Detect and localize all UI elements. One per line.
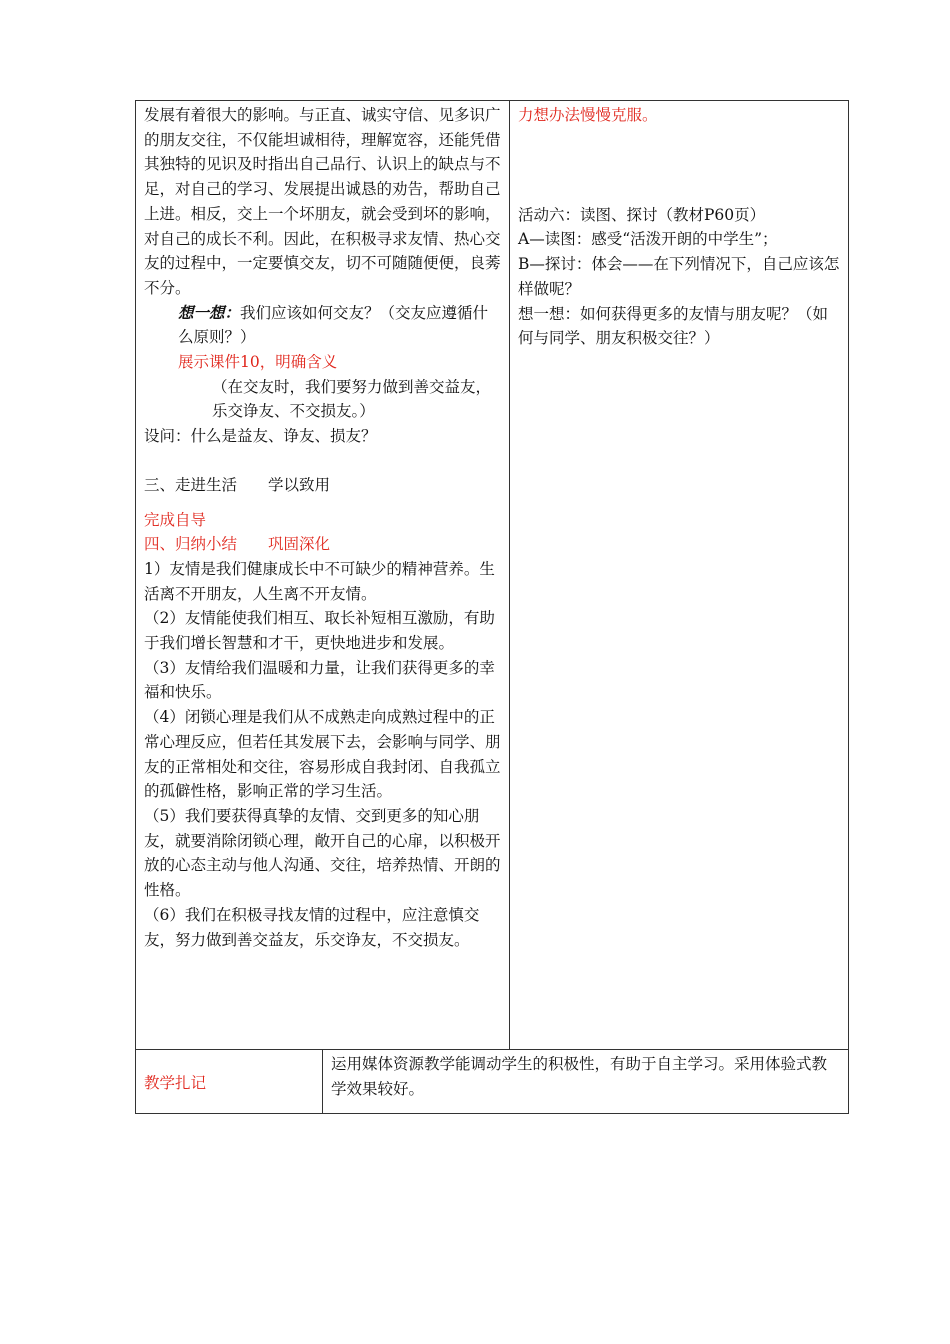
activity-item-a: A—读图：感受“活泼开朗的中学生”； — [518, 230, 778, 249]
lesson-plan-table — [135, 100, 849, 1114]
activity-item-b: B—探讨：体会——在下列情况下，自己应该怎样做呢？ — [518, 255, 840, 298]
notes-label: 教学扎记 — [144, 1073, 207, 1092]
left-column-cell — [136, 101, 510, 1050]
self-guide-line: 完成自导 — [144, 510, 207, 529]
right-think-prompt: 想一想：如何获得更多的友情与朋友呢？（如何与同学、朋友积极交往？） — [518, 304, 829, 348]
notes-row — [136, 1050, 849, 1114]
paragraph-friendship-influence: 发展有着很大的影响。与正直、诚实守信、见多识广的朋友交往，不仅能坦诚相待，理解宽容，还能凭借其独特的见识及时指出自己品行、认识上的缺点与不足，对自己的学习、发展提出诚恳的劝告，帮助自己上进。相反，交上一个坏朋友，就会受到坏的影响，对自己的成长不利。因此，在积极寻求友情、热心交友的过程中，一定要慎交友，切不可随随便便，良莠不分。 — [144, 106, 501, 297]
right-top-line: 力想办法慢慢克服。 — [518, 106, 658, 124]
think-prompt — [144, 301, 501, 350]
notes-text-cell — [323, 1050, 849, 1114]
summary-item: （2）友情能使我们相互、取长补短相互激励，有助于我们增长智慧和才干，更快地进步和发展。 — [144, 609, 495, 653]
spacer — [144, 498, 501, 508]
summary-item: （6）我们在积极寻找友情的过程中，应注意慎交友，努力做到善交益友，乐交诤友，不交损友。 — [144, 905, 480, 949]
summary-item: （3）友情给我们温暖和力量，让我们获得更多的幸福和快乐。 — [144, 658, 495, 702]
summary-item: （5）我们要获得真挚的友情、交到更多的知心朋友，就要消除闭锁心理，敞开自己的心扉，以积极开放的心态主动与他人沟通、交往，培养热情、开朗的性格。 — [144, 806, 501, 900]
question-line: 设问：什么是益友、诤友、损友？ — [144, 427, 377, 446]
courseware-line: 展示课件10，明确含义 — [178, 353, 338, 372]
summary-item: （4）闭锁心理是我们从不成熟走向成熟过程中的正常心理反应，但若任其发展下去，会影响与同学、朋友的正常相处和交往，容易形成自我封闭、自我孤立的孤僻性格，影响正常的学习生活。 — [144, 708, 501, 801]
notes-label-cell — [136, 1050, 323, 1114]
spacer — [518, 128, 840, 203]
answer-line: （在交友时，我们要努力做到善交益友，乐交诤友、不交损友。） — [212, 377, 492, 421]
section-four-heading: 四、归纳小结 巩固深化 — [144, 535, 331, 554]
right-column-cell — [510, 101, 849, 1050]
activity-six-heading: 活动六：读图、探讨（教材P60页） — [518, 205, 766, 224]
think-label: 想一想： — [178, 302, 241, 322]
section-three-heading: 三、走进生活 学以致用 — [144, 475, 331, 494]
spacer — [144, 449, 501, 473]
summary-item: 1）友情是我们健康成长中不可缺少的精神营养。生活离不开朋友，人生离不开友情。 — [144, 559, 495, 603]
notes-text: 运用媒体资源教学能调动学生的积极性，有助于自主学习。采用体验式教学效果较好。 — [331, 1055, 828, 1098]
think-text: 我们应该如何交友？（交友应遵循什么原则？） — [178, 303, 489, 347]
content-row — [136, 101, 849, 1050]
